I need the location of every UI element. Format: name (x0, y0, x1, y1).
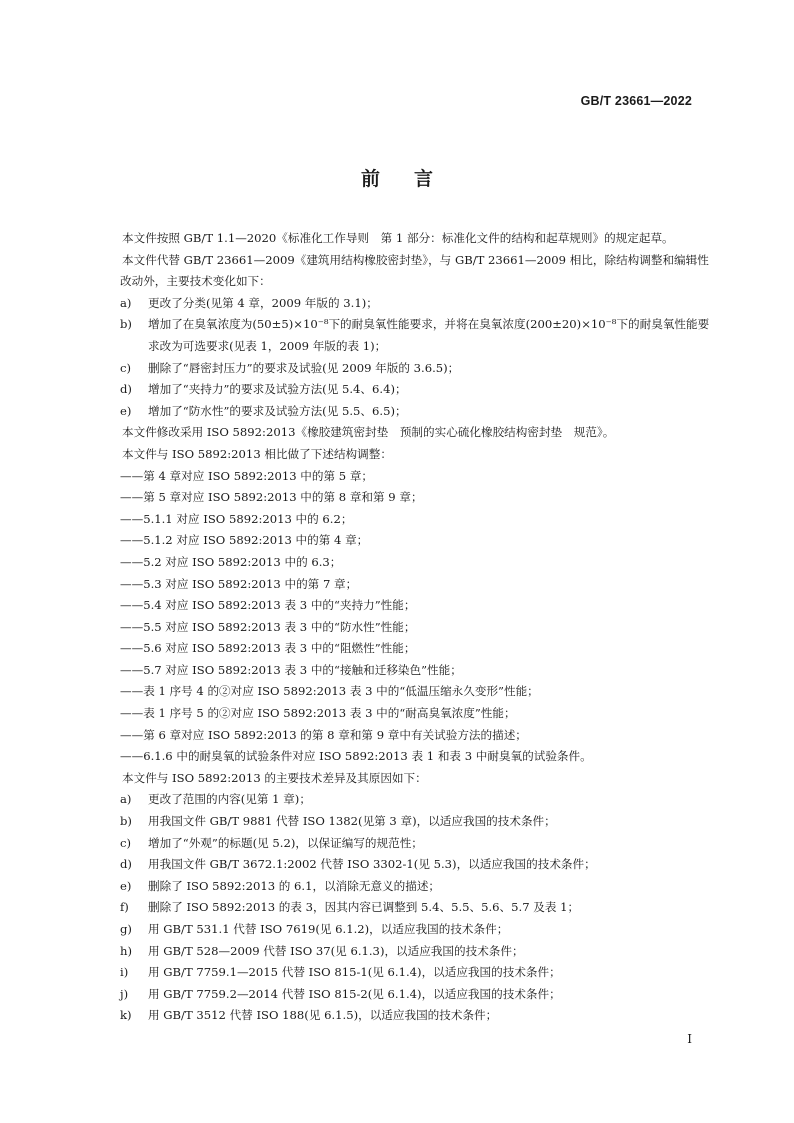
list-item: ——第 6 章对应 ISO 5892:2013 的第 8 章和第 9 章中有关试验方法的描述； (120, 727, 527, 742)
list-text: 增加了“防水性”的要求及试验方法(见 5.5、6.5)； (148, 403, 407, 418)
list-item: ——5.5 对应 ISO 5892:2013 表 3 中的“防水性”性能； (120, 619, 416, 634)
list-text: 删除了 ISO 5892:2013 的 6.1，以消除无意义的描述； (148, 878, 441, 893)
list-item (120, 984, 716, 1006)
list-text: 用 GB/T 528—2009 代替 ISO 37(见 6.1.3)，以适应我国的技术条件； (148, 943, 524, 958)
list-text: 用我国文件 GB/T 3672.1:2002 代替 ISO 3302-1(见 5.3)，以适应我国的技术条件； (148, 857, 596, 872)
list-item: ——第 4 章对应 ISO 5892:2013 中的第 5 章； (120, 468, 374, 483)
list-item: ——5.3 对应 ISO 5892:2013 中的第 7 章； (120, 576, 358, 591)
list-text: 更改了范围的内容(见第 1 章)； (148, 792, 311, 807)
standard-code: GB/T 23661—2022 (580, 94, 692, 108)
list-item: ——5.4 对应 ISO 5892:2013 表 3 中的“夹持力”性能； (120, 598, 416, 613)
list-item (120, 314, 716, 357)
list-item (120, 919, 716, 941)
paragraph-iso-adoption: 本文件修改采用 ISO 5892:2013《橡胶建筑密封垫 预制的实心硫化橡胶结构密封垫 规范》。 (122, 425, 615, 440)
list-marker: a) (120, 295, 132, 310)
list-marker: g) (120, 922, 132, 936)
list-text: 用我国文件 GB/T 9881 代替 ISO 1382(见第 3 章)，以适应我国的技术条件； (148, 814, 556, 829)
list-item (120, 833, 716, 855)
list-marker: d) (120, 382, 132, 397)
page-number: I (687, 1032, 692, 1046)
list-item (120, 962, 716, 984)
changes-list (120, 293, 716, 423)
list-item (120, 379, 716, 401)
list-item: ——5.6 对应 ISO 5892:2013 表 3 中的“阻燃性”性能； (120, 641, 416, 656)
list-item (120, 876, 716, 898)
list-marker: c) (120, 360, 132, 375)
list-marker: b) (120, 317, 132, 332)
list-text: 删除了 ISO 5892:2013 的表 3，因其内容已调整到 5.4、5.5、5.6、5.7 及表 1； (148, 900, 580, 915)
list-item: ——第 5 章对应 ISO 5892:2013 中的第 8 章和第 9 章； (120, 490, 423, 505)
list-marker: j) (120, 986, 129, 1001)
list-item: ——表 1 序号 4 的②对应 ISO 5892:2013 表 3 中的“低温压缩永久变形”性能； (120, 684, 539, 699)
list-text: 用 GB/T 7759.2—2014 代替 ISO 815-2(见 6.1.4)，以适应我国的技术条件； (148, 986, 561, 1001)
list-marker: e) (120, 403, 132, 418)
list-marker: k) (120, 1008, 132, 1023)
list-item (120, 941, 716, 963)
list-text: 增加了“夹持力”的要求及试验方法(见 5.4、6.4)； (148, 382, 407, 397)
list-item: ——5.1.2 对应 ISO 5892:2013 中的第 4 章； (120, 533, 369, 548)
list-item: ——5.7 对应 ISO 5892:2013 表 3 中的“接触和迁移染色”性能； (120, 662, 462, 677)
list-text: 增加了在臭氧浓度为(50±5)×10⁻⁸下的耐臭氧性能要求，并将在臭氧浓度(200±20)×10⁻⁸下的耐臭氧性能要求改为可选要求(见表 1，2009 年版的表 1)； (148, 317, 710, 353)
document-body (120, 228, 716, 1027)
list-text: 增加了“外观”的标题(见 5.2)，以保证编写的规范性； (148, 835, 423, 850)
list-text: 删除了“唇密封压力”的要求及试验(见 2009 年版的 3.6.5)； (148, 360, 460, 375)
list-item (120, 1005, 716, 1027)
list-marker: a) (120, 792, 132, 807)
differences-list (120, 789, 716, 1027)
list-item (120, 854, 716, 876)
list-item: ——6.1.6 中的耐臭氧的试验条件对应 ISO 5892:2013 表 1 和表 3 中耐臭氧的试验条件。 (120, 749, 592, 764)
list-marker: i) (120, 965, 129, 980)
list-item (120, 789, 716, 811)
list-item (120, 401, 716, 423)
list-marker: b) (120, 814, 132, 829)
paragraph-technical-differences: 本文件与 ISO 5892:2013 的主要技术差异及其原因如下： (122, 770, 427, 785)
list-text: 用 GB/T 531.1 代替 ISO 7619(见 6.1.2)，以适应我国的技术条件； (148, 922, 509, 936)
list-marker: f) (120, 900, 129, 915)
list-marker: d) (120, 857, 132, 872)
list-item: ——5.1.1 对应 ISO 5892:2013 中的 6.2； (120, 511, 353, 526)
list-text: 用 GB/T 3512 代替 ISO 188(见 6.1.5)，以适应我国的技术条件； (148, 1008, 498, 1023)
list-marker: c) (120, 835, 132, 850)
list-marker: e) (120, 878, 132, 893)
list-item (120, 811, 716, 833)
paragraph-structure-changes: 本文件与 ISO 5892:2013 相比做了下述结构调整： (122, 446, 392, 461)
list-text: 用 GB/T 7759.1—2015 代替 ISO 815-1(见 6.1.4)，以适应我国的技术条件； (148, 965, 561, 980)
paragraph-drafting-rules: 本文件按照 GB/T 1.1—2020《标准化工作导则 第 1 部分：标准化文件的结构和起草规则》的规定起草。 (122, 231, 674, 245)
list-item: ——5.2 对应 ISO 5892:2013 中的 6.3； (120, 554, 342, 569)
list-text: 更改了分类(见第 4 章，2009 年版的 3.1)； (148, 295, 378, 310)
list-item (120, 358, 716, 380)
page-title: 前言 (360, 168, 467, 190)
list-marker: h) (120, 943, 132, 958)
list-item (120, 897, 716, 919)
paragraph-replaces: 本文件代替 GB/T 23661—2009《建筑用结构橡胶密封垫》，与 GB/T 23661—2009 相比，除结构调整和编辑性改动外，主要技术变化如下： (120, 252, 709, 289)
structure-list (120, 466, 716, 768)
list-item: ——表 1 序号 5 的②对应 ISO 5892:2013 表 3 中的“耐高臭氧浓度”性能； (120, 706, 516, 721)
list-item (120, 293, 716, 315)
